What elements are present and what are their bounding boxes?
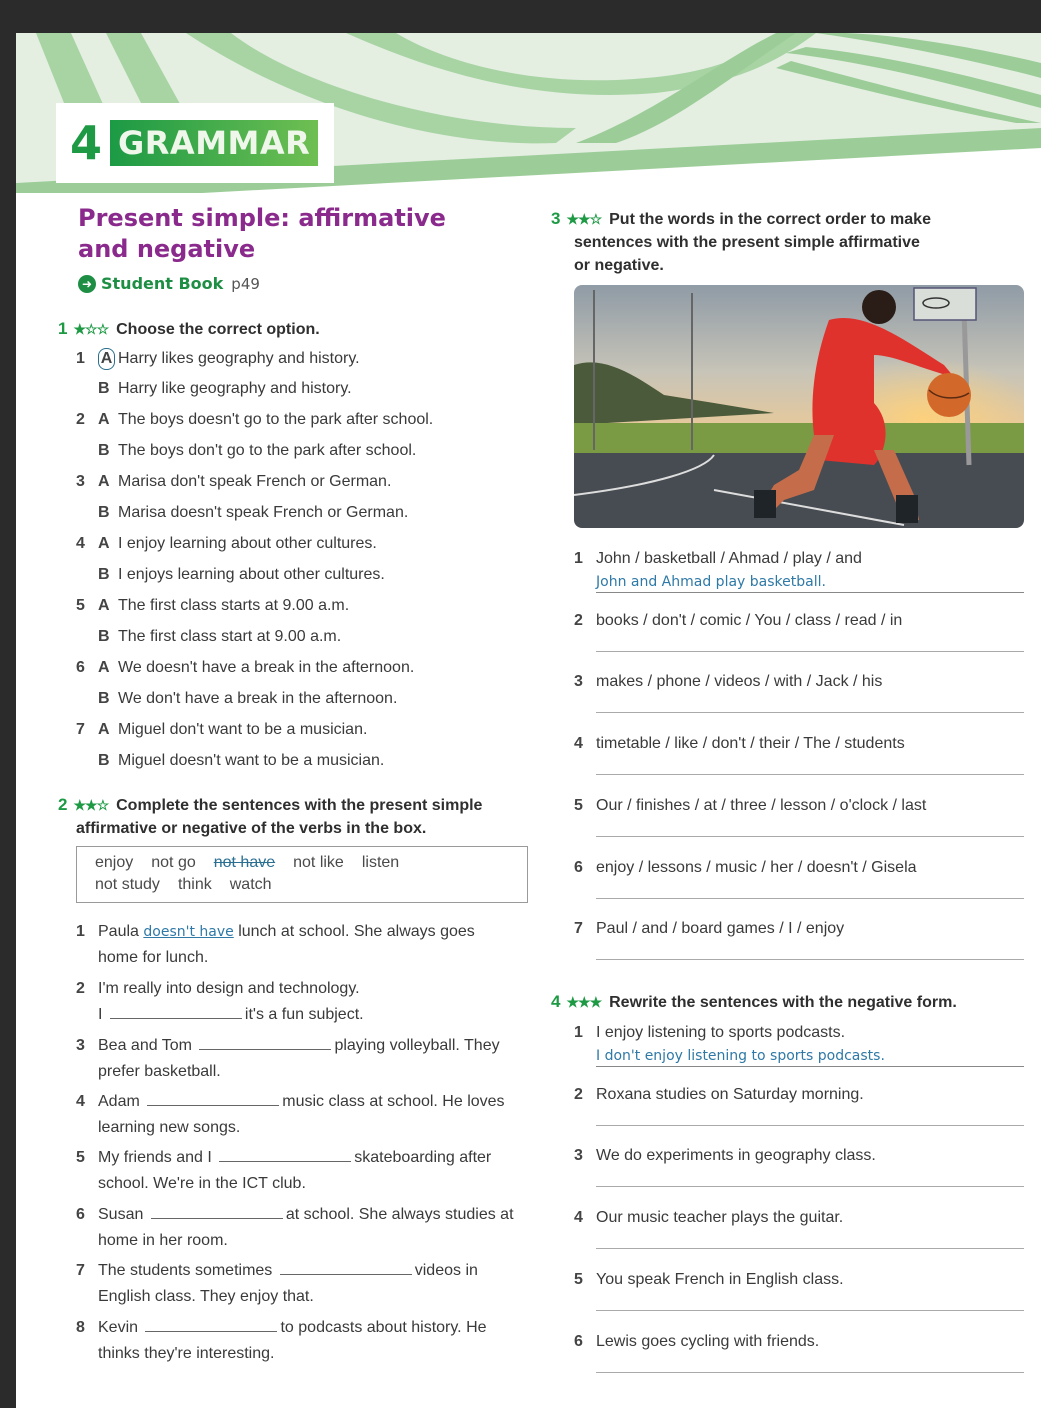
sentence-continuation: [98, 1118, 240, 1138]
option-row[interactable]: [76, 751, 384, 771]
option-letter[interactable]: B: [98, 752, 110, 769]
answer-line[interactable]: [596, 651, 1024, 652]
answer-line[interactable]: [596, 1372, 1024, 1373]
item-number: 5: [76, 597, 85, 614]
scrambled-words: books / don't / comic / You / class / read / in: [596, 611, 903, 629]
answer-line[interactable]: [596, 898, 1024, 899]
item-number: 6: [574, 1332, 583, 1350]
section-title: [78, 203, 446, 265]
item-number: 6: [574, 858, 583, 876]
word: not go: [151, 854, 196, 871]
option-row[interactable]: [76, 534, 377, 554]
option-row[interactable]: [76, 720, 367, 740]
option-text: Harry likes geography and history.: [118, 350, 360, 367]
rewrite-item: [574, 1023, 845, 1043]
exercise-number: 2: [58, 795, 68, 814]
exercise-number: 1: [58, 319, 68, 338]
sentence-end: to podcasts about history. He: [280, 1319, 487, 1336]
student-book-label: Student Book: [101, 274, 224, 293]
option-text: The first class starts at 9.00 a.m.: [118, 597, 350, 614]
word-box: [76, 846, 528, 903]
rewrite-item: [574, 1208, 843, 1228]
answer-blank[interactable]: [219, 1148, 351, 1162]
item-number: 6: [76, 659, 85, 676]
word-box-row: [95, 874, 509, 896]
option-row[interactable]: [76, 379, 352, 399]
sentence-text: school. We're in the ICT club.: [98, 1175, 306, 1192]
item-number: 5: [76, 1149, 85, 1166]
difficulty-stars-icon: ★★☆: [73, 797, 109, 813]
item-number: 4: [574, 735, 583, 753]
word-box-row: [95, 852, 509, 874]
sentence-text: home in her room.: [98, 1232, 228, 1249]
difficulty-stars-icon: ★☆☆: [73, 321, 109, 337]
word-order-item: [574, 734, 905, 754]
word: enjoy: [95, 854, 134, 871]
item-number: 3: [76, 1037, 85, 1054]
unit-number: 4: [70, 116, 101, 170]
answer-line[interactable]: [596, 1310, 1024, 1311]
exercise-1-heading: [58, 317, 320, 341]
option-letter[interactable]: B: [98, 628, 110, 645]
option-row[interactable]: [76, 627, 341, 647]
scrambled-words: enjoy / lessons / music / her / doesn't / Gisela: [596, 858, 917, 876]
sentence-text: I enjoy listening to sports podcasts.: [596, 1024, 846, 1041]
option-letter[interactable]: A: [98, 411, 110, 428]
exercise-instruction: Put the words in the correct order to make: [609, 211, 931, 228]
fill-in-sentence: [76, 1205, 514, 1225]
sentence-end: it's a fun subject.: [244, 1006, 364, 1023]
selected-option-circle[interactable]: A: [98, 348, 115, 370]
answer-line[interactable]: [596, 573, 1024, 593]
student-book-page: p49: [231, 274, 260, 293]
section-title-line1: Present simple: affirmative: [78, 204, 446, 232]
word-order-item: [574, 611, 902, 631]
fill-in-sentence: [76, 1092, 505, 1112]
sentence-end: at school. She always studies at: [285, 1206, 514, 1223]
fill-in-sentence: [76, 1005, 364, 1025]
basketball-players-image: [574, 285, 1024, 528]
item-number: 1: [76, 350, 85, 367]
fill-in-sentence: [76, 922, 475, 942]
exercise-instruction: Choose the correct option.: [116, 321, 320, 338]
option-row[interactable]: [76, 689, 397, 709]
workbook-page: [16, 33, 1041, 1408]
sentence-start: Kevin: [98, 1319, 139, 1336]
exercise-2-heading: [58, 793, 538, 840]
unit-label: GRAMMAR: [110, 120, 318, 166]
item-number: 3: [574, 673, 583, 691]
sentence-continuation: [98, 1231, 228, 1251]
option-row[interactable]: [76, 596, 349, 616]
fill-in-sentence: [76, 1036, 500, 1056]
option-letter[interactable]: B: [98, 442, 110, 459]
sentence-text: I'm really into design and technology.: [98, 980, 360, 997]
exercise-instruction-line3: or negative.: [574, 257, 664, 274]
option-text: Harry like geography and history.: [118, 380, 352, 397]
basketball-photo: [574, 285, 1024, 528]
scrambled-words: timetable / like / don't / their / The / students: [596, 735, 905, 753]
option-row[interactable]: [76, 441, 416, 461]
option-text: Marisa doesn't speak French or German.: [118, 504, 409, 521]
sentence-end: music class at school. He loves: [282, 1093, 505, 1110]
option-letter[interactable]: A: [98, 535, 110, 552]
word: not like: [293, 854, 344, 871]
option-row[interactable]: [76, 472, 391, 492]
word: think: [177, 876, 212, 893]
item-number: 1: [574, 1024, 583, 1041]
sentence-text: prefer basketball.: [98, 1063, 221, 1080]
sentence-end: lunch at school. She always goes: [238, 923, 475, 940]
sentence-end: playing volleyball. They: [334, 1037, 500, 1054]
answer-blank[interactable]: [147, 1092, 279, 1106]
fill-in-sentence: [76, 1261, 478, 1281]
word: watch: [229, 876, 272, 893]
scrambled-words: John / basketball / Ahmad / play / and: [596, 550, 862, 567]
word-order-item: [574, 796, 926, 816]
exercise-4-heading: [551, 990, 1031, 1014]
item-number: 7: [76, 1262, 85, 1279]
sentence-end: videos in: [414, 1262, 478, 1279]
fill-in-sentence: [76, 1148, 491, 1168]
rewrite-item: [574, 1332, 819, 1352]
sentence-end: skateboarding after: [354, 1149, 492, 1166]
option-letter[interactable]: B: [98, 690, 110, 707]
option-text: We doesn't have a break in the afternoon.: [118, 659, 415, 676]
answer-blank[interactable]: [110, 1005, 242, 1019]
exercise-3-heading: [551, 207, 1031, 277]
exercise-instruction: Rewrite the sentences with the negative form.: [609, 994, 957, 1011]
option-text: Miguel don't want to be a musician.: [118, 721, 368, 738]
sentence-start: The students sometimes: [98, 1262, 273, 1279]
word-used: not have: [213, 854, 276, 871]
option-row[interactable]: [76, 410, 433, 430]
option-text: The first class start at 9.00 a.m.: [118, 628, 342, 645]
item-number: 3: [574, 1147, 583, 1165]
option-letter[interactable]: A: [98, 473, 110, 490]
rewrite-item: [574, 1146, 876, 1166]
student-book-reference[interactable]: [78, 274, 260, 293]
item-number: 7: [76, 721, 85, 738]
exercise-instruction: Complete the sentences with the present simple: [116, 797, 483, 814]
option-letter[interactable]: B: [98, 566, 110, 583]
option-row[interactable]: [76, 348, 360, 370]
unit-heading: [56, 103, 334, 183]
sentence-text: We do experiments in geography class.: [596, 1147, 876, 1165]
sentence-text: thinks they're interesting.: [98, 1345, 275, 1362]
item-number: 4: [76, 535, 85, 552]
sentence-text: learning new songs.: [98, 1119, 241, 1136]
sentence-text: Lewis goes cycling with friends.: [596, 1332, 820, 1350]
option-text: I enjoy learning about other cultures.: [118, 535, 377, 552]
item-number: 4: [76, 1093, 85, 1110]
answer-line[interactable]: [596, 836, 1024, 837]
rewrite-item: [574, 1085, 864, 1105]
option-letter[interactable]: A: [98, 659, 110, 676]
exercise-instruction-line2: sentences with the present simple affirmative: [574, 234, 920, 251]
option-letter[interactable]: A: [98, 597, 110, 614]
answer-line[interactable]: [596, 712, 1024, 713]
word-order-item: [574, 672, 882, 692]
item-number: 5: [574, 796, 583, 814]
option-row[interactable]: [76, 503, 408, 523]
word: listen: [361, 854, 400, 871]
answer-blank[interactable]: [280, 1261, 412, 1275]
answer-line[interactable]: [596, 1248, 1024, 1249]
option-text: The boys don't go to the park after school.: [118, 442, 417, 459]
option-letter[interactable]: B: [98, 504, 110, 521]
scrambled-words: makes / phone / videos / with / Jack / his: [596, 673, 883, 691]
item-number: 2: [76, 980, 85, 997]
answer-blank[interactable]: [199, 1036, 331, 1050]
answer-line[interactable]: [596, 1047, 1024, 1067]
sentence-continuation: [98, 948, 208, 968]
answer-text[interactable]: doesn't have: [143, 924, 234, 940]
item-number: 7: [574, 920, 583, 938]
answer-blank[interactable]: [145, 1318, 277, 1332]
sentence-start: I: [98, 1006, 103, 1023]
item-number: 5: [574, 1270, 583, 1288]
sentence-text: Roxana studies on Saturday morning.: [596, 1085, 864, 1103]
word-order-item: [574, 919, 844, 939]
answer-blank[interactable]: [151, 1205, 283, 1219]
item-number: 2: [574, 1085, 583, 1103]
sentence-text: Our music teacher plays the guitar.: [596, 1209, 844, 1227]
item-number: 2: [76, 411, 85, 428]
sentence-continuation: [98, 1062, 221, 1082]
answer-text: I don't enjoy listening to sports podcasts.: [596, 1048, 885, 1064]
arrow-right-circle-icon: ➜: [78, 275, 96, 293]
item-number: 2: [574, 611, 583, 629]
rewrite-item: [574, 1270, 844, 1290]
sentence-text: home for lunch.: [98, 949, 209, 966]
sentence-start: Susan: [98, 1206, 144, 1223]
scrambled-words: Our / finishes / at / three / lesson / o'clock / last: [596, 796, 927, 814]
answer-line[interactable]: [596, 1125, 1024, 1126]
option-text: I enjoys learning about other cultures.: [118, 566, 385, 583]
word-order-item: [574, 858, 917, 878]
answer-line[interactable]: [596, 1186, 1024, 1187]
sentence-start: My friends and I: [98, 1149, 212, 1166]
exercise-number: 4: [551, 992, 561, 1011]
exercise-number: 3: [551, 209, 561, 228]
answer-line[interactable]: [596, 774, 1024, 775]
item-number: 3: [76, 473, 85, 490]
sentence-continuation: [98, 1287, 314, 1307]
option-row[interactable]: [76, 658, 414, 678]
option-text: Miguel doesn't want to be a musician.: [118, 752, 385, 769]
word: not study: [95, 876, 160, 893]
sentence-text: You speak French in English class.: [596, 1270, 844, 1288]
sentence-line: [76, 979, 360, 999]
item-number: 8: [76, 1319, 85, 1336]
section-title-line2: and negative: [78, 235, 256, 263]
item-number: 6: [76, 1206, 85, 1223]
difficulty-stars-icon: ★★☆: [566, 211, 602, 227]
item-number: 1: [76, 923, 85, 940]
exercise-instruction-line2: affirmative or negative of the verbs in the box.: [76, 820, 427, 837]
fill-in-sentence: [76, 1318, 487, 1338]
difficulty-stars-icon: ★★★: [566, 994, 602, 1010]
scrambled-words: Paul / and / board games / I / enjoy: [596, 920, 845, 938]
sentence-start: Bea and Tom: [98, 1037, 192, 1054]
option-row[interactable]: [76, 565, 385, 585]
sentence-continuation: [98, 1174, 306, 1194]
item-number: 1: [574, 550, 583, 567]
option-text: We don't have a break in the afternoon.: [118, 690, 398, 707]
sentence-continuation: [98, 1344, 274, 1364]
item-number: 4: [574, 1209, 583, 1227]
word-order-item: [574, 549, 862, 569]
answer-text: John and Ahmad play basketball.: [596, 574, 826, 590]
sentence-text: English class. They enjoy that.: [98, 1288, 314, 1305]
sentence-start: Adam: [98, 1093, 140, 1110]
sentence-start: Paula: [98, 923, 139, 940]
answer-line[interactable]: [596, 959, 1024, 960]
option-text: The boys doesn't go to the park after school.: [118, 411, 434, 428]
option-letter[interactable]: B: [98, 380, 110, 397]
option-letter[interactable]: A: [98, 721, 110, 738]
option-text: Marisa don't speak French or German.: [118, 473, 392, 490]
